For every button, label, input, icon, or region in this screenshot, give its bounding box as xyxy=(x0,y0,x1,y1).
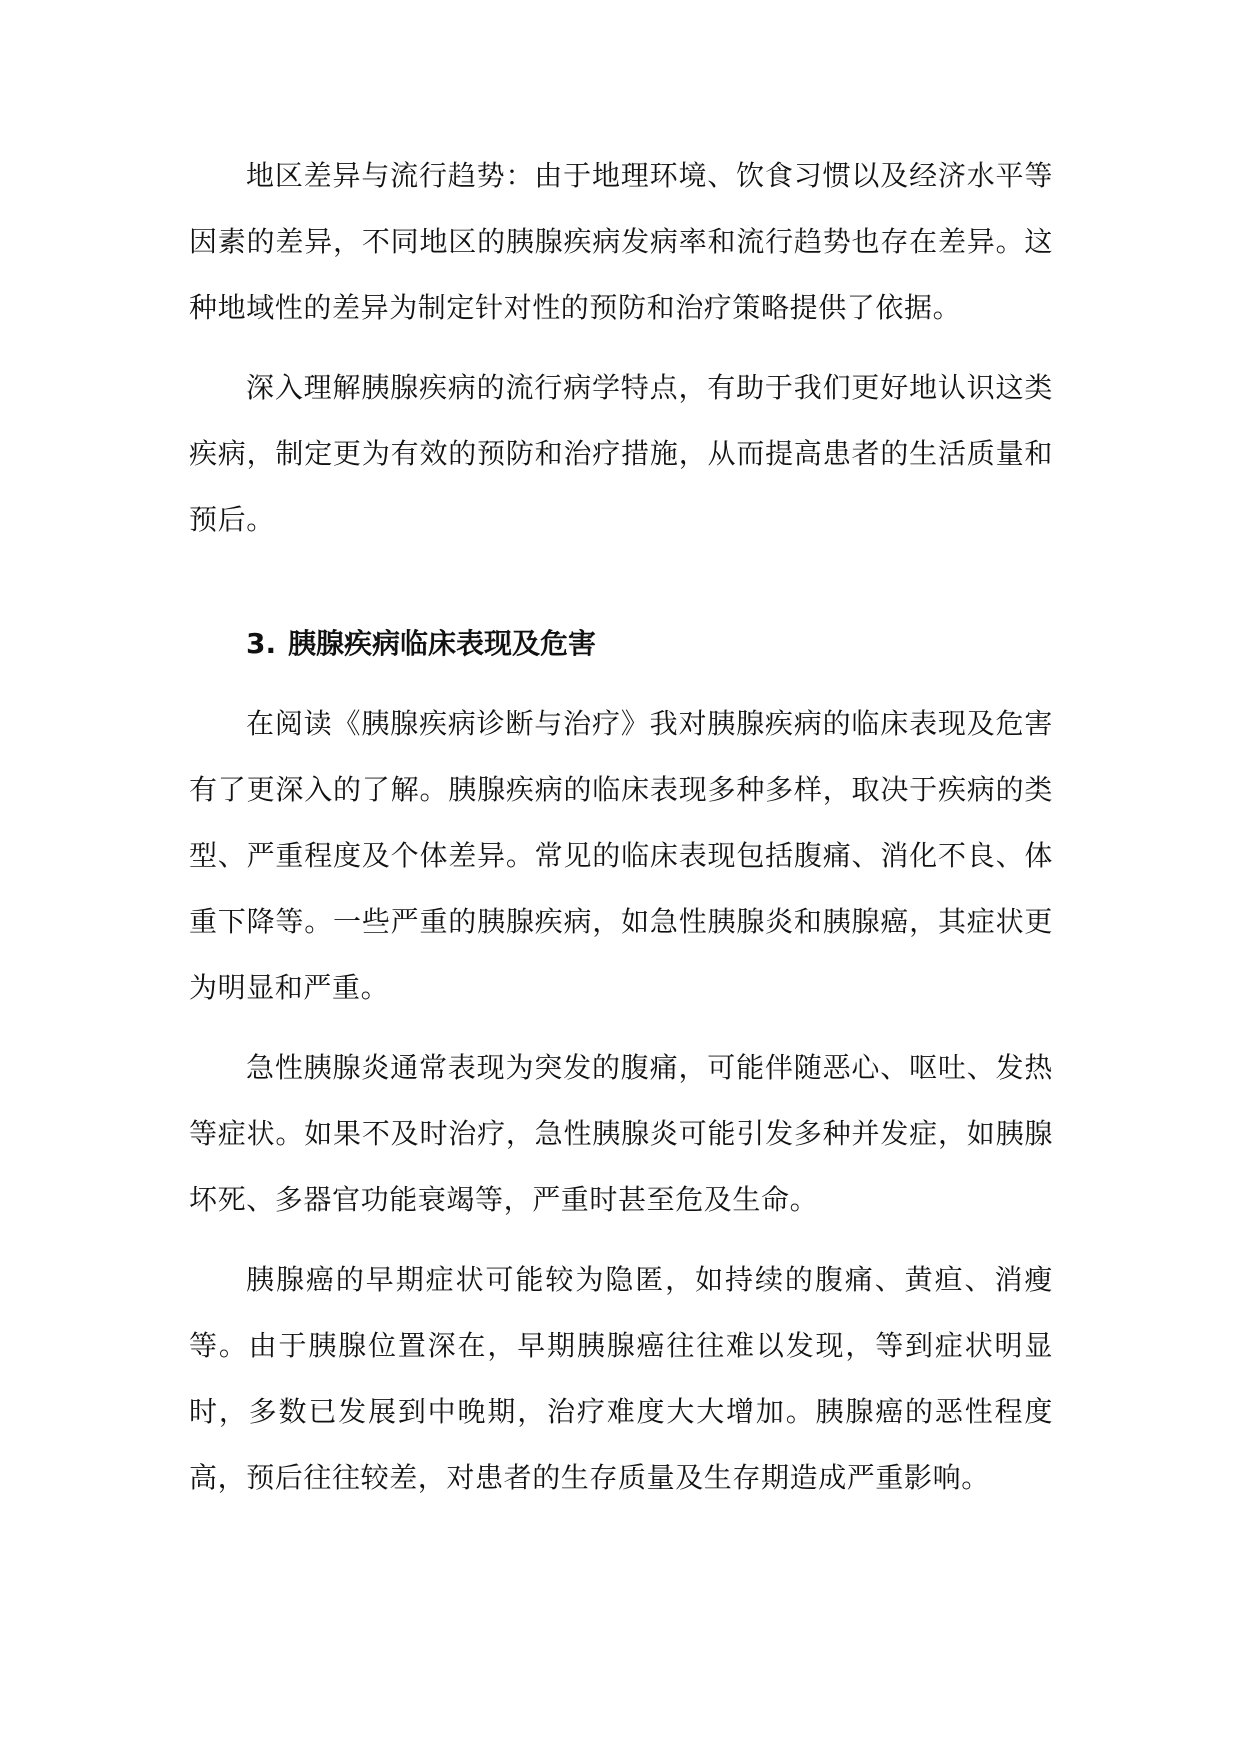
section-title: 胰腺疾病临床表现及危害 xyxy=(288,627,597,660)
section-number: 3. xyxy=(246,627,277,660)
paragraph-acute-pancreatitis: 急性胰腺炎通常表现为突发的腹痛，可能伴随恶心、呕吐、发热等症状。如果不及时治疗，急性胰腺炎可能引发多种并发症，如胰腺坏死、多器官功能衰竭等，严重时甚至危及生命。 xyxy=(189,1051,1053,1216)
paragraph-epidemiology-summary: 深入理解胰腺疾病的流行病学特点，有助于我们更好地认识这类疾病，制定更为有效的预防和治疗措施，从而提高患者的生活质量和预后。 xyxy=(189,371,1053,536)
paragraph-pancreatic-cancer: 胰腺癌的早期症状可能较为隐匿，如持续的腹痛、黄疸、消瘦等。由于胰腺位置深在，早期胰腺癌往往难以发现，等到症状明显时，多数已发展到中晚期，治疗难度大大增加。胰腺癌的恶性程度高，预后往往较差，对患者的生存质量及生存期造成严重影响。 xyxy=(189,1263,1053,1494)
paragraph-regional-differences: 地区差异与流行趋势：由于地理环境、饮食习惯以及经济水平等因素的差异，不同地区的胰腺疾病发病率和流行趋势也存在差异。这种地域性的差异为制定针对性的预防和治疗策略提供了依据。 xyxy=(189,159,1053,324)
paragraph-clinical-overview: 在阅读《胰腺疾病诊断与治疗》我对胰腺疾病的临床表现及危害有了更深入的了解。胰腺疾病的临床表现多种多样，取决于疾病的类型、严重程度及个体差异。常见的临床表现包括腹痛、消化不良、体重下降等。一些严重的胰腺疾病，如急性胰腺炎和胰腺癌，其症状更为明显和严重。 xyxy=(189,707,1053,1004)
document-body xyxy=(189,143,1053,1511)
section-heading xyxy=(189,611,1053,677)
